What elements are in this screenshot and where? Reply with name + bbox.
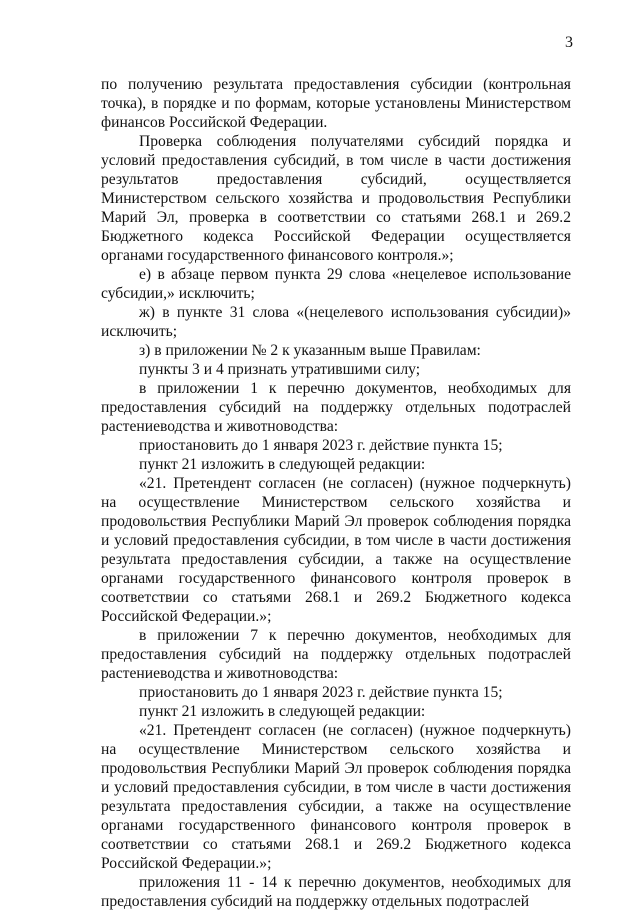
paragraph: Проверка соблюдения получателями субсидий порядка и условий предоставления субсидий, в том числе в части достижения результатов предоставления субсидий, осуществляется Министерством сельского хозяйства и продовольствия Республики Марий Эл, проверка в соответствии со статьями 268.1 и 269.2 Бюджетного кодекса Российской Федерации осуществляется органами государственного финансового контроля.»; (101, 133, 571, 264)
paragraph: пункты 3 и 4 признать утратившими силу; (139, 361, 421, 378)
paragraph: приложения 11 - 14 к перечню документов, необходимых для предоставления субсидий на поддержку отдельных подотраслей (101, 874, 571, 910)
document-body (101, 75, 571, 911)
paragraph: пункт 21 изложить в следующей редакции: (139, 703, 426, 720)
paragraph: приостановить до 1 января 2023 г. действие пункта 15; (139, 437, 503, 454)
paragraph: «21. Претендент согласен (не согласен) (нужное подчеркнуть) на осуществление Министерством сельского хозяйства и продовольствия Республики Марий Эл проверок соблюдения порядка и условий предоставления субсидии, в том числе в части достижения результата предоставления субсидии, а также на осуществление органами государственного финансового контроля проверок в соответствии со статьями 268.1 и 269.2 Бюджетного кодекса Российской Федерации.»; (101, 722, 571, 872)
paragraph: по получению результата предоставления субсидии (контрольная точка), в порядке и по формам, которые установлены Министерством финансов Российской Федерации. (101, 76, 571, 131)
paragraph: «21. Претендент согласен (не согласен) (нужное подчеркнуть) на осуществление Министерством сельского хозяйства и продовольствия Республики Марий Эл проверок соблюдения порядка и условий предоставления субсидии, в том числе в части достижения результата предоставления субсидии, а также на осуществление органами государственного финансового контроля проверок в соответствии со статьями 268.1 и 269.2 Бюджетного кодекса Российской Федерации.»; (101, 475, 571, 625)
paragraph: з) в приложении № 2 к указанным выше Правилам: (139, 342, 481, 359)
paragraph: ж) в пункте 31 слова «(нецелевого использования субсидии)» исключить; (101, 304, 571, 340)
paragraph: приостановить до 1 января 2023 г. действие пункта 15; (139, 684, 503, 701)
paragraph: в приложении 1 к перечню документов, необходимых для предоставления субсидий на поддержку отдельных подотраслей растениеводства и животноводства: (101, 380, 571, 435)
paragraph: пункт 21 изложить в следующей редакции: (139, 456, 426, 473)
paragraph: в приложении 7 к перечню документов, необходимых для предоставления субсидий на поддержку отдельных подотраслей растениеводства и животноводства: (101, 627, 571, 682)
paragraph: е) в абзаце первом пункта 29 слова «нецелевое использование субсидии,» исключить; (101, 266, 571, 302)
page-number: 3 (565, 34, 573, 51)
